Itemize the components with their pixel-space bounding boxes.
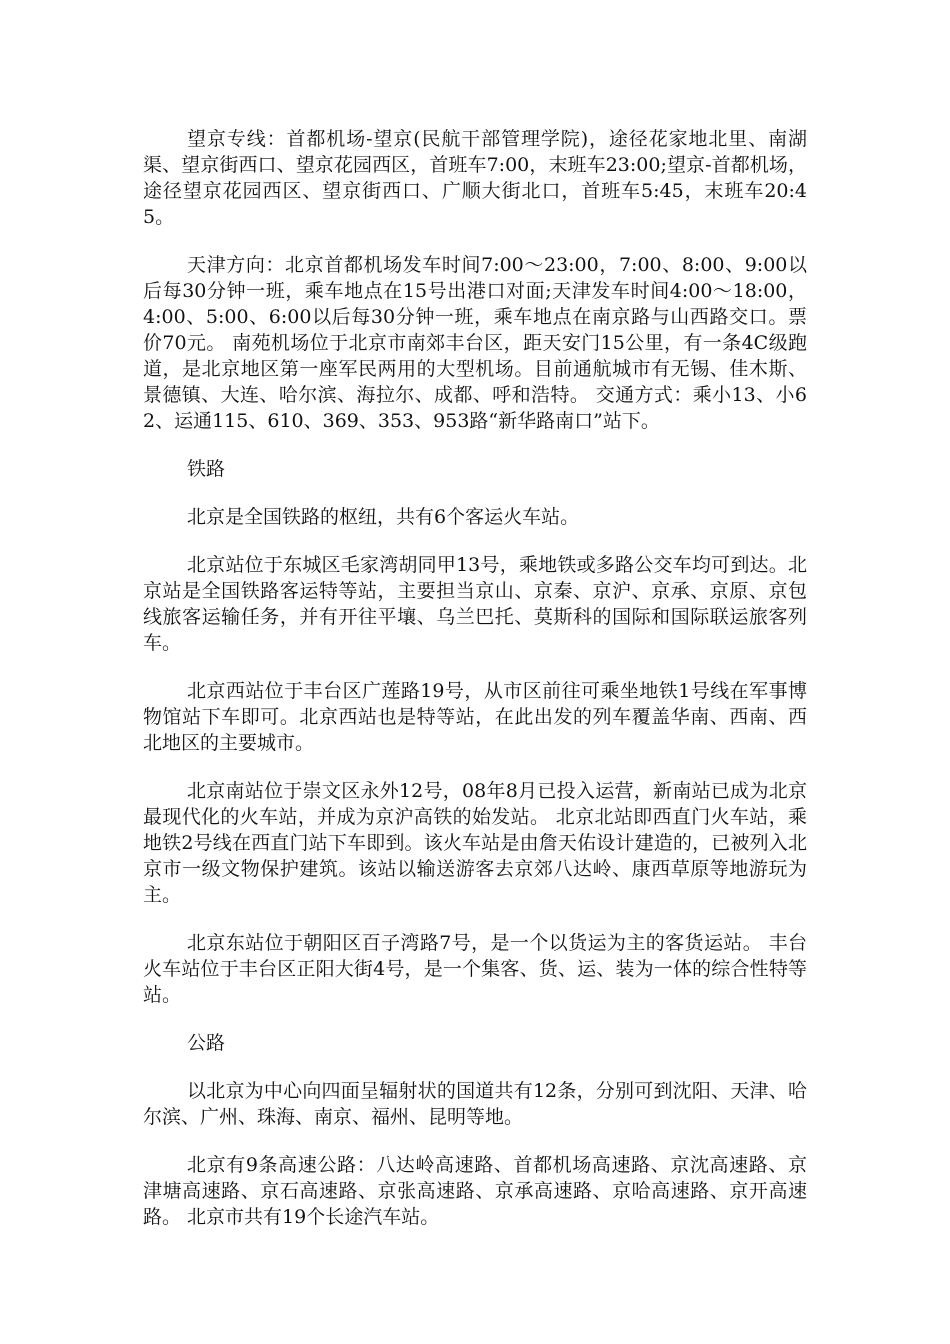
paragraph-beijing-station: 北京站位于东城区毛家湾胡同甲13号，乘地铁或多路公交车均可到达。北京站是全国铁路客运特等站，主要担当京山、京秦、京沪、京承、京原、京包线旅客运输任务，并有开往平壤、乌兰巴托、莫斯科的国际和国际联运旅客列车。 [143, 554, 807, 654]
paragraph-beijing-south-north-station: 北京南站位于崇文区永外12号，08年8月已投入运营，新南站已成为北京最现代化的火车站，并成为京沪高铁的始发站。 北京北站即西直门火车站，乘地铁2号线在西直门站下车即到。该火车站是由詹天佑设计建造的，已被列入北京市一级文物保护建筑。该站以输送游客去京郊八达岭、康西草原等地游玩为主。 [143, 780, 807, 906]
paragraph-wangjing-line: 望京专线：首都机场-望京(民航干部管理学院)，途径花家地北里、南湖渠、望京街西口、望京花园西区，首班车7:00，末班车23:00;望京-首都机场，途径望京花园西区、望京街西口、广顺大街北口，首班车5:45，末班车20:45。 [143, 128, 807, 228]
paragraph-tianjin-direction: 天津方向：北京首都机场发车时间7:00～23:00，7:00、8:00、9:00以后每30分钟一班，乘车地点在15号出港口对面;天津发车时间4:00～18:00，4:00、5:00、6:00以后每30分钟一班，乘车地点在南京路与山西路交口。票价70元。 南苑机场位于北京市南郊丰台区，距天安门15公里，有一条4C级跑道，是北京地区第一座军民两用的大型机场。目前通航城市有无锡、佳木斯、景德镇、大连、哈尔滨、海拉尔、成都、呼和浩特。 交通方式：乘小13、小62、运通115、610、369、353、953路“新华路南口”站下。 [143, 254, 807, 432]
section-heading-railway: 铁路 [187, 458, 226, 480]
paragraph-beijing-east-fengtai-station: 北京东站位于朝阳区百子湾路7号，是一个以货运为主的客货运站。 丰台火车站位于丰台区正阳大街4号，是一个集客、货、运、装为一体的综合性特等站。 [143, 932, 807, 1006]
paragraph-expressways: 北京有9条高速公路：八达岭高速路、首都机场高速路、京沈高速路、京津塘高速路、京石高速路、京张高速路、京承高速路、京哈高速路、京开高速路。 北京市共有19个长途汽车站。 [143, 1154, 807, 1228]
paragraph-national-roads: 以北京为中心向四面呈辐射状的国道共有12条，分别可到沈阳、天津、哈尔滨、广州、珠海、南京、福州、昆明等地。 [143, 1080, 807, 1128]
paragraph-beijing-west-station: 北京西站位于丰台区广莲路19号，从市区前往可乘坐地铁1号线在军事博物馆站下车即可。北京西站也是特等站，在此出发的列车覆盖华南、西南、西北地区的主要城市。 [143, 680, 807, 754]
document-page [143, 126, 807, 1252]
paragraph-railway-hub: 北京是全国铁路的枢纽，共有6个客运火车站。 [187, 506, 580, 528]
section-heading-highway: 公路 [187, 1032, 226, 1054]
